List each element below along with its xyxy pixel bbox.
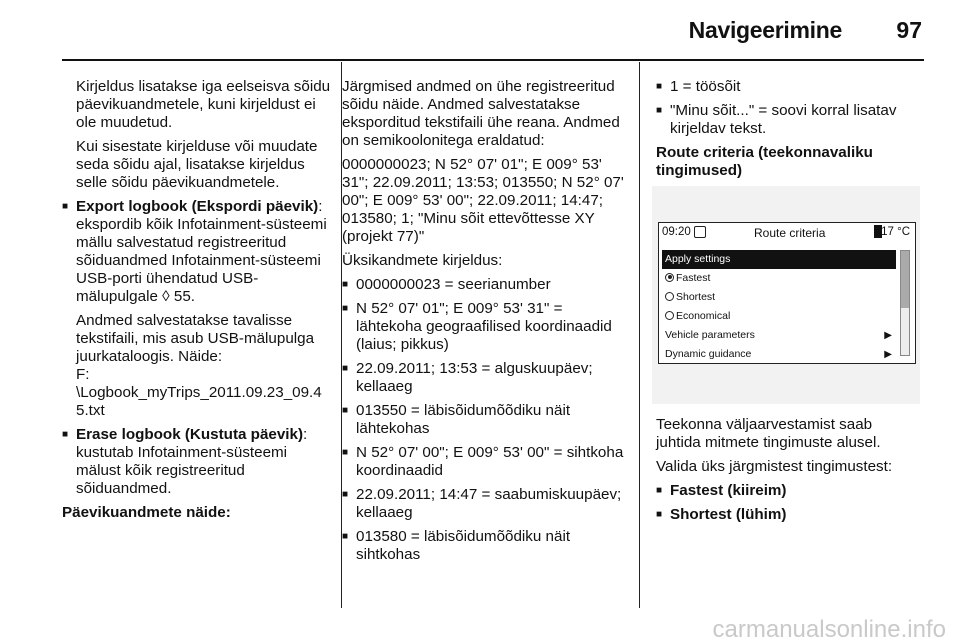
menu-item-label: Economical [676,310,731,322]
bullet-icon: ■ [342,447,349,458]
paragraph: 0000000023; N 52° 07' 01"; E 009° 53' 31"; 22.09.2011; 13:53; 013550; N 52° 07' 00"; E 009° 53' 00"; 22.09.2011; 14:47; 013580; 1; "Minu sõit ettevõttesse XY (projekt 77)" [342,156,624,245]
list-item-text: 1 = töösõit [670,78,741,95]
menu-item-dynamic-guidance[interactable] [662,345,896,364]
menu-item-label: Dynamic guidance [665,348,752,360]
bullet-icon: ■ [656,105,663,116]
menu-item-label: Apply settings [665,253,731,265]
page-ref-link[interactable]: 55. [173,288,196,305]
column-1 [62,78,332,528]
paragraph: Teekonna väljaarvestamist saab juhtida mitmete tingimuste alusel. [656,416,881,451]
list-item [656,78,918,96]
page-header [0,0,960,60]
watermark: carmanualsonline.info [712,616,946,643]
chevron-right-icon: ▶ [884,330,892,341]
list-item-text: Shortest (lühim) [670,506,787,523]
column-2 [342,78,630,570]
list-item-text: 22.09.2011; 14:47 = saabumiskuupäev; kellaaeg [356,486,622,521]
radio-icon [665,292,674,301]
path-drive: F: [76,366,90,383]
list-item [342,276,630,294]
header-rule [62,59,924,61]
erase-label: Erase logbook (Kustuta päevik) [76,426,304,443]
list-item-text: Fastest (kiireim) [670,482,787,499]
list-item [342,486,630,522]
bullet-icon: ■ [342,363,349,374]
bullet-icon: ■ [656,485,663,496]
column-3 [656,78,918,186]
menu-item-label: Vehicle parameters [665,329,755,341]
list-item [342,444,630,480]
list-item-erase [62,426,332,498]
menu-item-fastest[interactable] [662,269,896,288]
criteria-menu [662,250,896,364]
export-label: Export logbook (Ekspordi päevik) [76,198,319,215]
bullet-icon: ■ [342,303,349,314]
list-item-text: 22.09.2011; 13:53 = alguskuupäev; kellaaeg [356,360,593,395]
section-heading: Route criteria (teekonnavaliku tingimused) [656,144,873,179]
bullet-icon: ■ [342,531,349,542]
list-item [656,506,918,524]
paragraph: Üksikandmete kirjeldus: [342,252,503,269]
paragraph: Valida üks järgmistest tingimustest: [656,458,893,475]
list-item [342,528,630,564]
bullet-icon: ■ [62,201,69,212]
list-item-text: 013580 = läbisõidumõõdiku näit sihtkohas [356,528,571,563]
menu-item-shortest[interactable] [662,288,896,307]
ref-arrow-icon: ◊ [162,288,170,305]
list-item [342,360,630,396]
paragraph: Järgmised andmed on ühe registreeritud sõidu näide. Andmed salvestatakse eksporditud tekstifaili ühe reana. Andmed on semikoolonitega eraldatud: [342,78,620,149]
radio-selected-icon [665,273,674,282]
screen-status-bar [658,222,914,244]
menu-item-vehicle-parameters[interactable] [662,326,896,345]
paragraph: Kirjeldus lisatakse iga eelseisva sõidu päevikuandmetele, kuni kirjeldust ei ole muudetud. [76,78,331,131]
paragraph: Kui sisestate kirjelduse või muudate seda sõidu ajal, lisatakse kirjeldus selle sõidu päevikuandmetele. [76,138,318,191]
list-item-export [62,198,332,306]
page-footer [0,612,960,642]
chevron-right-icon: ▶ [884,349,892,360]
list-item [342,402,630,438]
menu-item-apply-settings[interactable] [662,250,896,269]
bullet-icon: ■ [342,279,349,290]
screen-title: Route criteria [754,226,826,240]
export-text: : ekspordib kõik Infotainment-süsteemi mällu salvestatud registreeritud sõiduandmed Infotainment-süsteemi USB-porti ühendatud USB-mälupulgale [76,198,327,305]
bullet-icon: ■ [656,509,663,520]
bullet-icon: ■ [342,489,349,500]
bullet-icon: ■ [656,81,663,92]
list-item-text: 013550 = läbisõidumõõdiku näit lähtekohas [356,402,571,437]
bullet-icon: ■ [342,405,349,416]
list-item-text: N 52° 07' 00"; E 009° 53' 00" = sihtkoha koordinaadid [356,444,624,479]
bullet-icon: ■ [62,429,69,440]
temperature: 17 °C [881,226,910,238]
list-item-text: N 52° 07' 01"; E 009° 53' 31" = lähtekoha geograafilised koordinaadid (laius; pikkus) [356,300,612,353]
menu-item-label: Shortest [676,291,716,303]
menu-item-label: Fastest [676,272,711,284]
list-item-text: 0000000023 = seerianumber [356,276,551,293]
example-heading: Päevikuandmete näide: [62,504,231,521]
page-number: 97 [896,17,922,43]
scrollbar-thumb[interactable] [901,251,909,308]
paragraph-text: Andmed salvestatakse tavalisse tekstifaili, mis asub USB-mälupulga juurkataloogis. Näide: [76,312,315,365]
path-file: \Logbook_myTrips_2011.09.23_09.45.txt [76,384,322,419]
clock: 09:20 [662,226,691,238]
list-item [656,102,918,138]
list-item [342,300,630,354]
chapter-title: Navigeerimine [688,17,842,43]
menu-item-economical[interactable] [662,307,896,326]
column-divider [639,62,640,608]
radio-icon [665,311,674,320]
paragraph [62,312,332,420]
erase-text: : kustutab Infotainment-süsteemi mälust kõik registreeritud sõiduandmed. [76,426,308,497]
lock-icon [694,226,706,238]
column-3-lower [656,416,918,530]
list-item-text: "Minu sõit..." = soovi korral lisatav kirjeldav tekst. [670,102,897,137]
list-item [656,482,918,500]
menu-scrollbar[interactable] [900,250,910,356]
infotainment-screen-image [652,186,920,404]
